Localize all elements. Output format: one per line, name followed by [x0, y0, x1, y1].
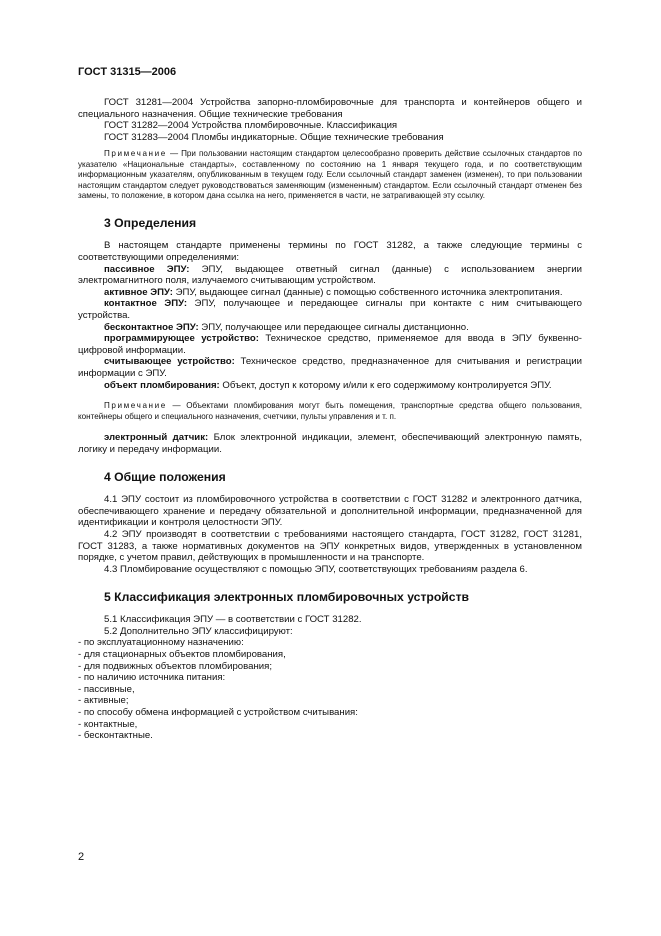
definitions-intro: В настоящем стандарте применены термины по ГОСТ 31282, а также следующие термины с соответствующими определениями:: [78, 240, 582, 263]
definition-term: контактное ЭПУ:: [104, 298, 188, 310]
definition-text: Объект, доступ к которому и/или к его содержимому контролируется ЭПУ.: [219, 379, 552, 391]
reference-item: ГОСТ 31282—2004 Устройства пломбировочные. Классификация: [104, 120, 398, 132]
list-item: - пассивные,: [78, 683, 135, 695]
list-item: - для подвижных объектов пломбирования;: [78, 660, 272, 672]
note-label: Примечание: [104, 401, 167, 411]
clause-4-1: 4.1 ЭПУ состоит из пломбировочного устройства в соответствии с ГОСТ 31282 и электронного датчика, обеспечивающего хранение и передачу обязательной и дополнительной информации, предназначенной для идентификации и контроля целостности ЭПУ.: [78, 494, 582, 529]
list-item: - активные;: [78, 695, 129, 707]
clause-4-3: 4.3 Пломбирование осуществляют с помощью ЭПУ, соответствующих требованиям раздела 6.: [104, 563, 528, 575]
section-5-title: 5 Классификация электронных пломбировочных устройств: [104, 590, 470, 605]
section-4-body: [78, 494, 582, 575]
document-code-header: ГОСТ 31315—2006: [78, 66, 177, 78]
definition-text: ЭПУ, выдающее ответный сигнал (данные) с использованием энергии электромагнитного поля, излучаемого считывающим устройством.: [78, 263, 582, 287]
list-item: - по наличию источника питания:: [78, 672, 226, 684]
list-item: - контактные,: [78, 718, 138, 730]
definition-item: [78, 298, 582, 321]
reference-item: ГОСТ 31283—2004 Пломбы индикаторные. Общие технические требования: [104, 131, 444, 143]
definition-item: [78, 356, 582, 379]
definition-item: [78, 322, 582, 334]
section-3-body: [78, 240, 582, 391]
definition-item: [78, 380, 582, 392]
definition-text: ЭПУ, выдающее сигнал (данные) с помощью собственного источника электропитания.: [172, 286, 563, 298]
definition-text: Блок электронной индикации, элемент, обеспечивающий электронную память, логику и передачу информации.: [78, 431, 582, 455]
definition-text: Техническое средство, предназначенное для считывания и регистрации информации с ЭПУ.: [78, 356, 582, 379]
list-item: - по способу обмена информацией с устройством считывания:: [78, 707, 358, 719]
normative-references: [78, 97, 582, 143]
page-content: [78, 97, 582, 742]
clause-5-2: 5.2 Дополнительно ЭПУ классифицируют:: [104, 625, 293, 637]
references-note: [78, 149, 582, 201]
list-item: - для стационарных объектов пломбирования,: [78, 649, 286, 661]
clause-5-1: 5.1 Классификация ЭПУ — в соответствии с ГОСТ 31282.: [104, 614, 362, 626]
definition-item: [78, 333, 582, 356]
section-3-title: 3 Определения: [104, 216, 197, 231]
definition-item: [78, 432, 582, 455]
clause-4-2: 4.2 ЭПУ производят в соответствии с требованиями настоящего стандарта, ГОСТ 31282, ГОСТ 31281, ГОСТ 31283, а также нормативных документов на ЭПУ конкретных видов, утвержденных в установленном порядке, с учетом правил, действующих в промышленности и на транспорте.: [78, 528, 582, 564]
definition-term: программирующее устройство:: [104, 333, 259, 345]
note-label: Примечание: [104, 149, 167, 159]
note-text: — Объектами пломбирования могут быть помещения, транспортные средства общего пользования, контейнеры общего и специального назначения, счетчики, пульты управления и т. п.: [78, 401, 582, 421]
section-5-body: [78, 614, 582, 742]
definition-text: ЭПУ, получающее или передающее сигналы дистанционно.: [198, 321, 469, 333]
definition-term: объект пломбирования:: [104, 379, 220, 391]
definition-term: активное ЭПУ:: [104, 286, 173, 298]
definition-term: пассивное ЭПУ:: [104, 263, 190, 275]
list-item: - по эксплуатационному назначению:: [78, 637, 244, 649]
definition-item: [78, 287, 582, 299]
definition-item: [78, 264, 582, 287]
list-item: - бесконтактные.: [78, 730, 153, 742]
section-4-title: 4 Общие положения: [104, 470, 226, 485]
reference-item: ГОСТ 31281—2004 Устройства запорно-пломбировочные для транспорта и контейнеров общего и специального назначения. Общие технические требования: [78, 97, 582, 120]
definition-term: электронный датчик:: [104, 431, 209, 443]
page-number: 2: [78, 851, 85, 863]
definition-text: Техническое средство, применяемое для ввода в ЭПУ буквенно-цифровой информации.: [78, 333, 582, 356]
definition-term: считывающее устройство:: [104, 356, 235, 368]
definition-term: бесконтактное ЭПУ:: [104, 321, 199, 333]
definitions-note: [78, 401, 582, 422]
note-text: — При пользовании настоящим стандартом целесообразно проверить действие ссылочных стандартов по указателю «Национальные стандарты», составленному по состоянию на 1 января текущего года, и по соответствующим информационным указателям, опубликованным в текущем году. Если ссылочный стандарт заменен (изменен), то при пользовании настоящим стандартом следует руководствоваться заменяющим (измененным) стандартом. Если ссылочный стандарт отменен без замены, то положение, в котором дана ссылка на него, применяется в части, не затрагивающей эту ссылку.: [78, 149, 582, 200]
definition-text: ЭПУ, получающее и передающее сигналы при контакте с ним считывающего устройства.: [78, 298, 582, 321]
